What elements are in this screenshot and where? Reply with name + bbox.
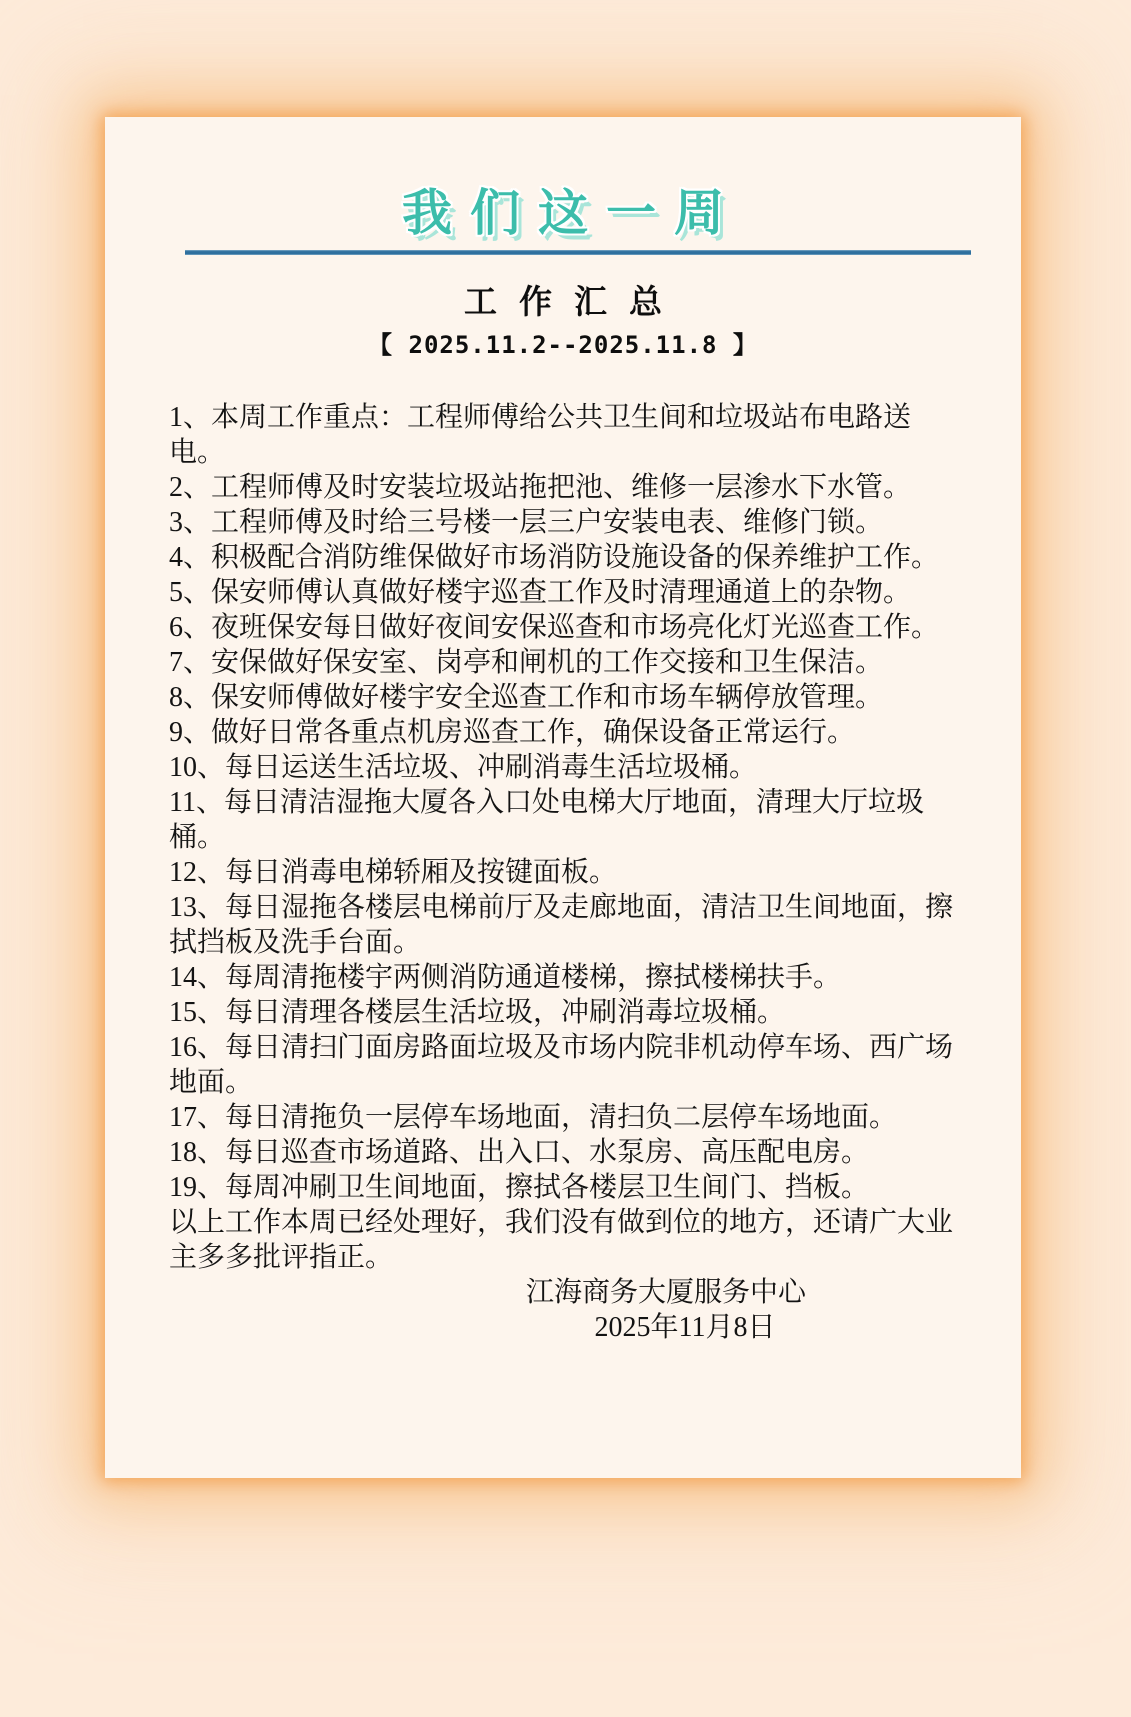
signature-date: 2025年11月8日	[594, 1312, 776, 1343]
summary-line: 以上工作本周已经处理好，我们没有做到位的地方，还请广大业	[169, 1207, 954, 1238]
summary-line: 3、工程师傅及时给三号楼一层三户安装电表、维修门锁。	[169, 507, 884, 538]
summary-line: 18、每日巡查市场道路、出入口、水泵房、高压配电房。	[169, 1137, 870, 1168]
summary-line: 6、夜班保安每日做好夜间安保巡查和市场亮化灯光巡查工作。	[169, 612, 940, 643]
signature-organization: 江海商务大厦服务中心	[525, 1277, 806, 1308]
summary-line: 9、做好日常各重点机房巡查工作，确保设备正常运行。	[169, 717, 856, 748]
summary-line: 11、每日清洁湿拖大厦各入口处电梯大厅地面，清理大厅垃圾	[169, 787, 924, 818]
summary-line: 5、保安师傅认真做好楼宇巡查工作及时清理通道上的杂物。	[169, 577, 912, 608]
notice-card	[105, 117, 1021, 1478]
summary-line: 13、每日湿拖各楼层电梯前厅及走廊地面，清洁卫生间地面，擦	[169, 892, 954, 923]
summary-line: 地面。	[169, 1067, 254, 1098]
date-range: 【 2025.11.2--2025.11.8 】	[368, 331, 758, 359]
summary-line: 电。	[169, 437, 226, 468]
summary-line: 1、本周工作重点：工程师傅给公共卫生间和垃圾站布电路送	[169, 402, 912, 433]
summary-line: 桶。	[169, 822, 226, 853]
summary-line: 7、安保做好保安室、岗亭和闸机的工作交接和卫生保洁。	[169, 647, 884, 678]
summary-line: 2、工程师傅及时安装垃圾站拖把池、维修一层渗水下水管。	[169, 472, 912, 503]
summary-line: 17、每日清拖负一层停车场地面，清扫负二层停车场地面。	[169, 1102, 898, 1133]
summary-line: 8、保安师傅做好楼宇安全巡查工作和市场车辆停放管理。	[169, 682, 884, 713]
section-title: 工作汇总	[464, 285, 684, 321]
summary-line: 拭挡板及洗手台面。	[169, 927, 422, 958]
summary-line: 10、每日运送生活垃圾、冲刷消毒生活垃圾桶。	[169, 752, 758, 783]
summary-line: 16、每日清扫门面房路面垃圾及市场内院非机动停车场、西广场	[169, 1032, 954, 1063]
summary-line: 15、每日清理各楼层生活垃圾，冲刷消毒垃圾桶。	[169, 997, 786, 1028]
summary-line: 19、每周冲刷卫生间地面，擦拭各楼层卫生间门、挡板。	[169, 1172, 870, 1203]
page-title: 我们这一周	[402, 184, 742, 242]
summary-line: 14、每周清拖楼宇两侧消防通道楼梯，擦拭楼梯扶手。	[169, 962, 842, 993]
page-background	[0, 117, 1131, 1478]
title-underline	[185, 250, 971, 255]
summary-line: 12、每日消毒电梯轿厢及按键面板。	[169, 857, 618, 888]
summary-line: 4、积极配合消防维保做好市场消防设施设备的保养维护工作。	[169, 542, 940, 573]
signature-block	[105, 1275, 1021, 1345]
work-summary-list	[169, 400, 971, 1275]
summary-line: 主多多批评指正。	[169, 1242, 394, 1273]
